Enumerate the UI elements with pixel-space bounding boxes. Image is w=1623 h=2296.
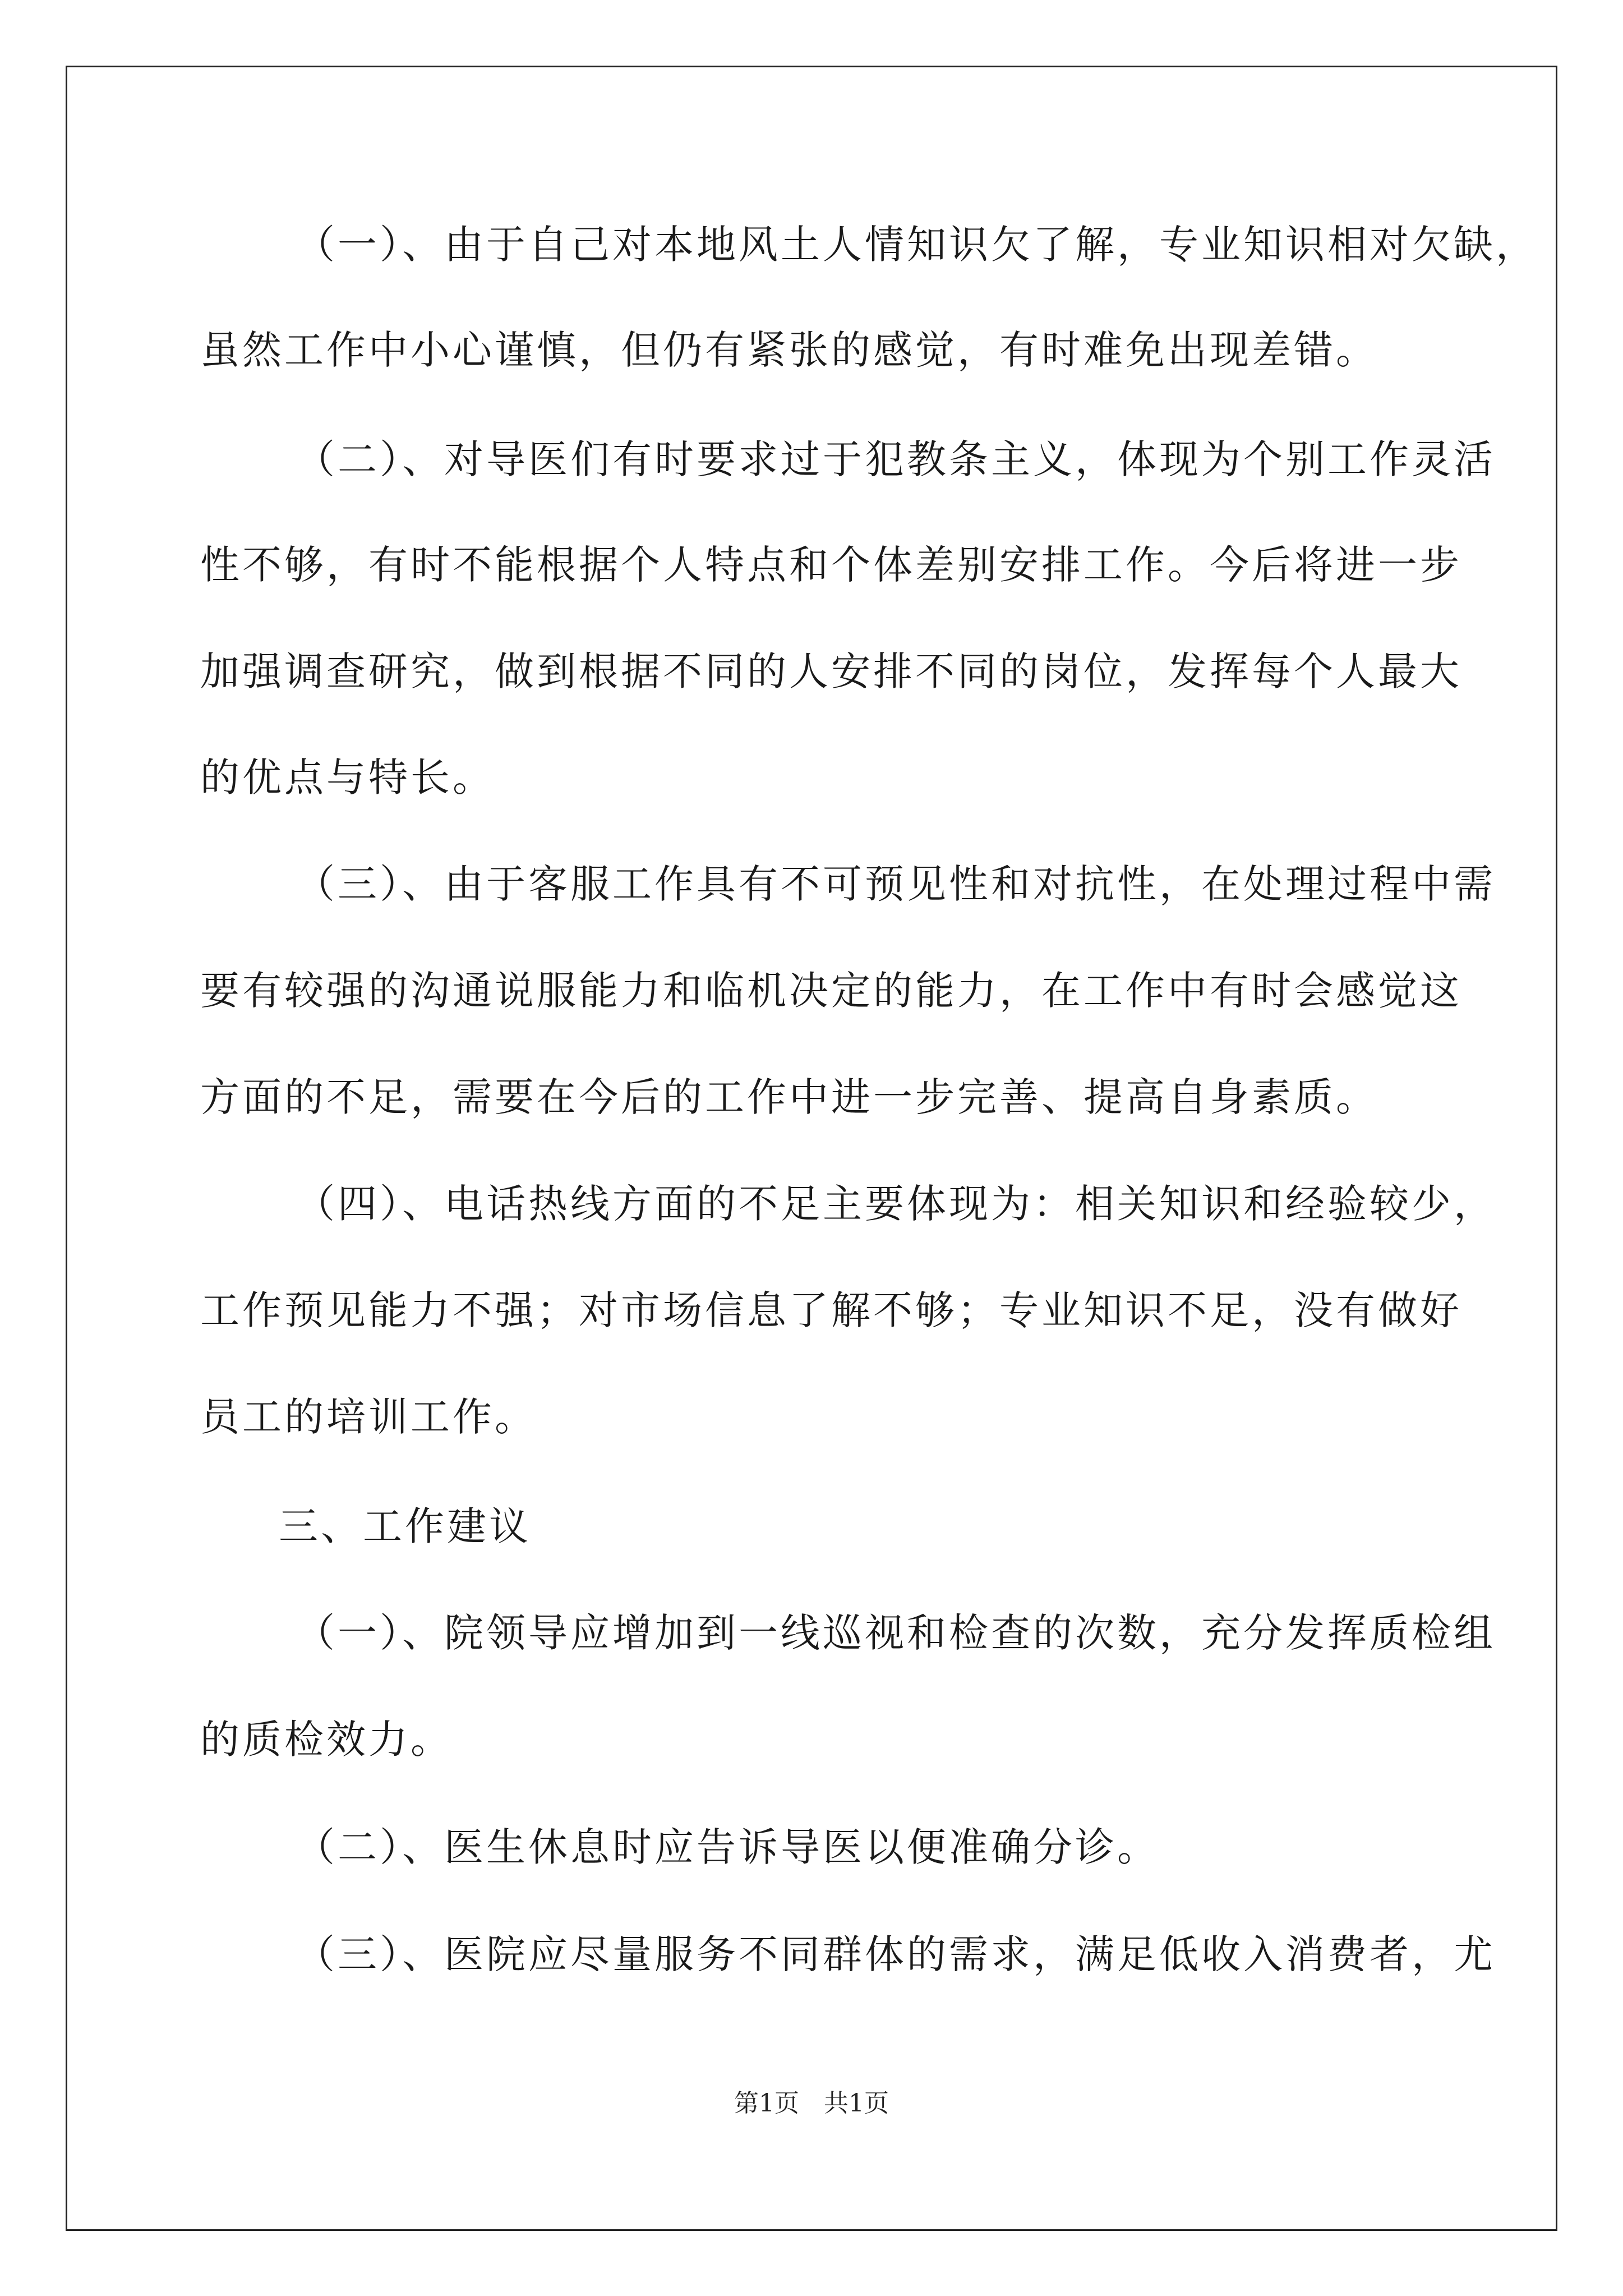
text-line-3: （二）、对导医们有时要求过于犯教条主义，体现为个别工作灵活 [296,436,1496,482]
text-line-11: 工作预见能力不强；对市场信息了解不够；专业知识不足，没有做好 [200,1287,1462,1333]
text-line-2: 虽然工作中小心谨慎，但仍有紧张的感觉，有时难免出现差错。 [200,327,1378,373]
section-heading: 三、工作建议 [279,1503,531,1549]
text-line-12: 员工的培训工作。 [200,1394,537,1440]
text-line-16: （二）、医生休息时应告诉导医以便准确分诊。 [296,1824,1159,1870]
page-frame [66,66,1557,2231]
text-line-1: （一）、由于自己对本地风土人情知识欠了解，专业知识相对欠缺， [296,222,1538,268]
text-line-10: （四）、电话热线方面的不足主要体现为：相关知识和经验较少， [296,1181,1496,1227]
text-line-6: 的优点与特长。 [200,754,495,800]
text-line-5: 加强调查研究，做到根据不同的人安排不同的岗位，发挥每个人最大 [200,648,1462,694]
text-line-9: 方面的不足，需要在今后的工作中进一步完善、提高自身素质。 [200,1074,1378,1120]
text-line-4: 性不够，有时不能根据个人特点和个体差别安排工作。今后将进一步 [200,542,1462,588]
text-line-7: （三）、由于客服工作具有不可预见性和对抗性，在处理过程中需 [296,861,1496,907]
page-footer: 第1页 共1页 [734,2089,889,2118]
text-line-8: 要有较强的沟通说服能力和临机决定的能力，在工作中有时会感觉这 [200,968,1462,1014]
text-line-14: （一）、院领导应增加到一线巡视和检查的次数，充分发挥质检组 [296,1610,1496,1656]
text-line-17: （三）、医院应尽量服务不同群体的需求，满足低收入消费者，尤 [296,1931,1496,1977]
text-line-15: 的质检效力。 [200,1717,453,1763]
